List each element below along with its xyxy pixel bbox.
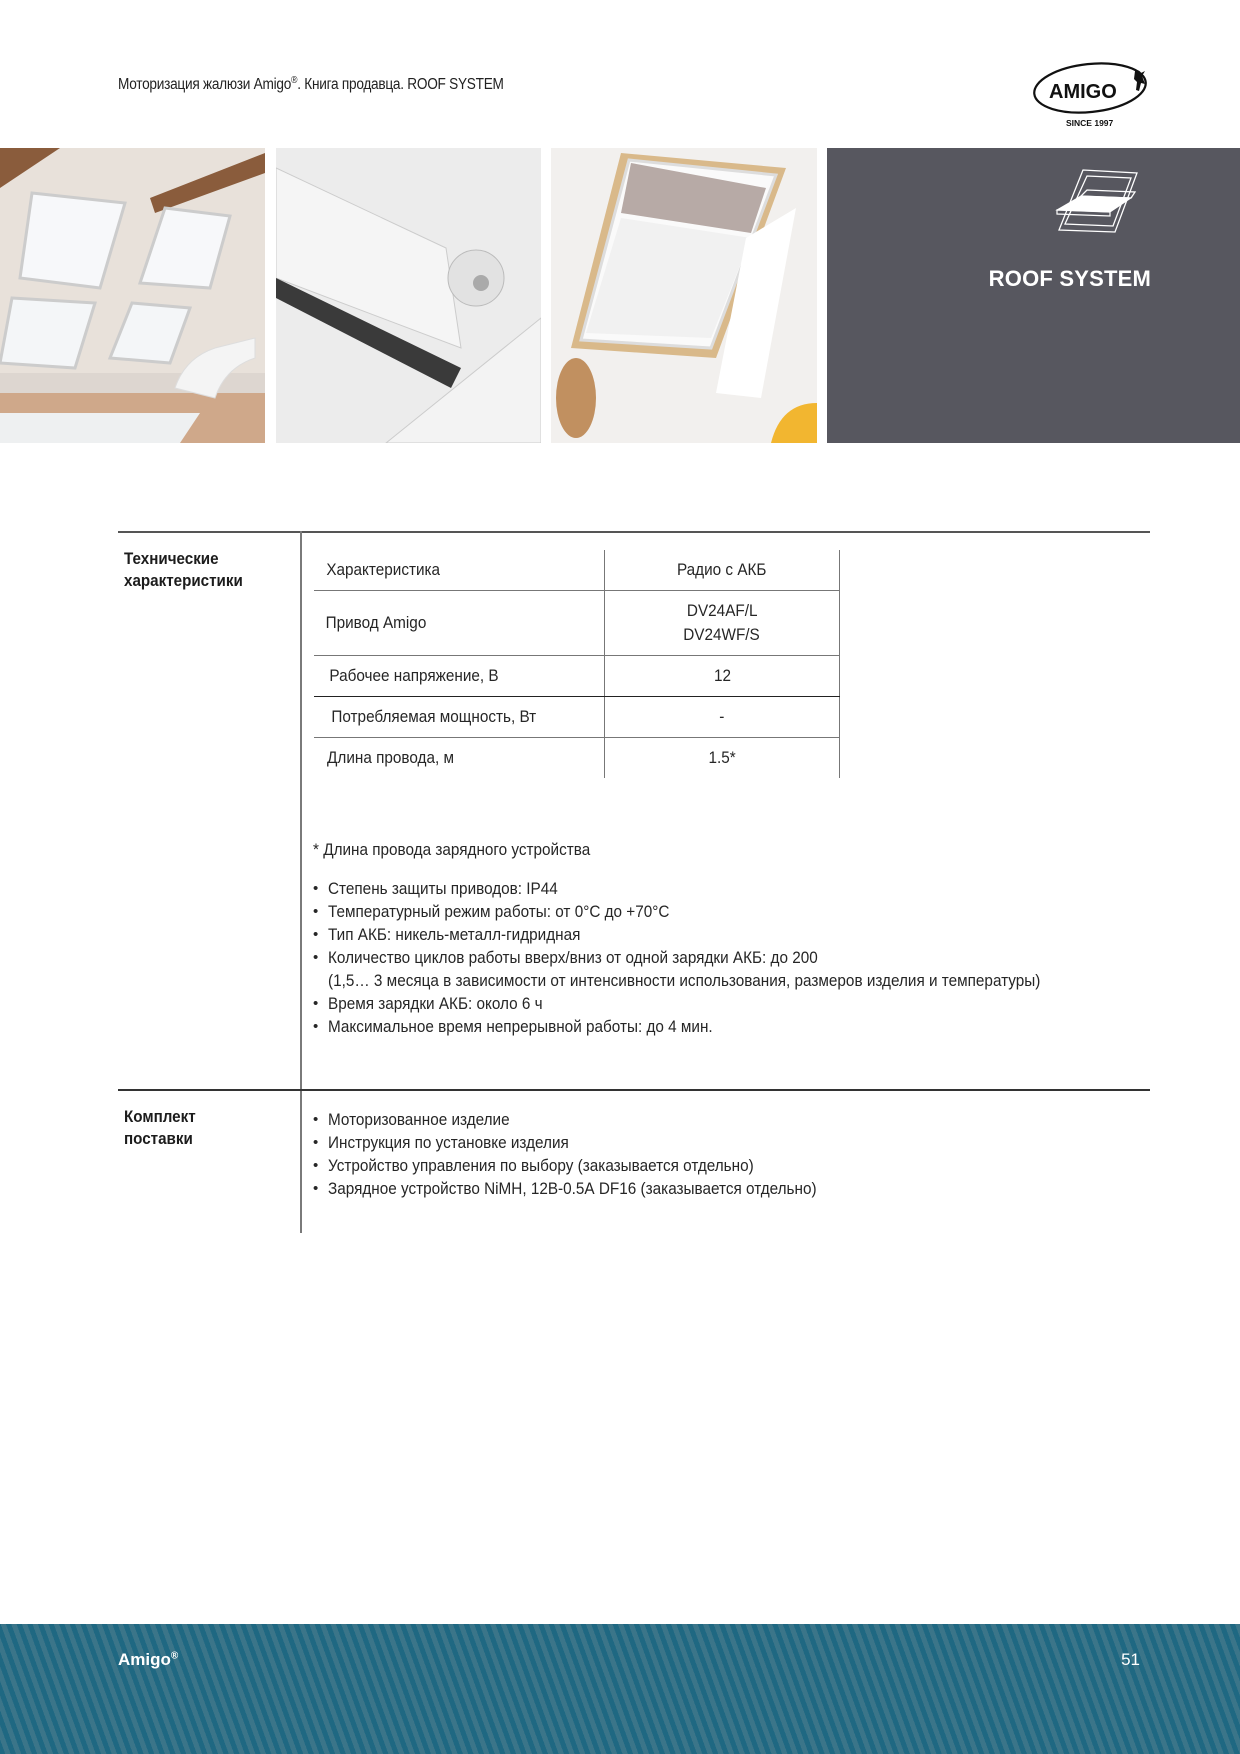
hero-banner	[0, 148, 1240, 443]
tech-bullet-list	[313, 877, 1120, 1038]
cell-text: 1.5*	[708, 747, 736, 767]
list-item-text: Температурный режим работы: от 0°C до +70°C	[328, 902, 670, 921]
cell-text: Рабочее напряжение, В	[329, 665, 499, 685]
row-name	[314, 737, 605, 778]
section-divider-middle	[118, 1089, 1150, 1091]
table-row	[314, 590, 840, 655]
tech-label-line1: Технические	[124, 550, 219, 568]
document-title	[118, 75, 504, 94]
cell-text: DV24AF/L	[686, 600, 758, 620]
table-row	[314, 696, 840, 737]
photo-attic-room	[0, 148, 265, 443]
photo-roof-window-cat	[551, 148, 817, 443]
row-value	[605, 737, 840, 778]
list-item	[313, 1015, 1120, 1038]
photo-motor-closeup	[276, 148, 541, 443]
list-item	[313, 900, 1120, 923]
list-item	[313, 923, 1120, 946]
row-value	[605, 696, 840, 737]
row-value	[605, 590, 840, 655]
section-divider-top	[118, 531, 1150, 533]
list-item-text: Инструкция по установке изделия	[328, 1133, 569, 1152]
logo-figure-icon	[1134, 70, 1145, 91]
list-item	[313, 877, 1120, 900]
roof-window-icon	[1055, 168, 1145, 238]
list-item	[313, 1177, 871, 1200]
delivery-section-label	[124, 1106, 196, 1150]
page-number: 51	[1121, 1650, 1140, 1669]
list-item-text: Максимальное время непрерывной работы: до 4 мин.	[328, 1017, 713, 1036]
cell-text: Потребляемая мощность, Вт	[331, 706, 537, 726]
header-text: Радио с АКБ	[677, 559, 767, 579]
row-name	[314, 590, 605, 655]
title-prefix: Моторизация жалюзи Amigo	[118, 76, 292, 94]
delivery-label-line2: поставки	[124, 1130, 193, 1148]
tech-label-line2: характеристики	[124, 572, 243, 590]
cell-text: DV24WF/S	[683, 624, 761, 644]
delivery-label-line1: Комплект	[124, 1108, 196, 1126]
list-item	[313, 1154, 871, 1177]
list-item	[313, 992, 1120, 1015]
list-item-text: Тип АКБ: никель-металл-гидридная	[328, 925, 581, 944]
row-name	[314, 655, 605, 696]
table-row	[314, 655, 840, 696]
list-item-text: Моторизованное изделие	[328, 1110, 510, 1129]
list-item-text: Количество циклов работы вверх/вниз от одной зарядки АКБ: до 200	[328, 948, 818, 967]
list-item-text: Зарядное устройство NiMH, 12В-0.5А DF16 (заказывается отдельно)	[328, 1179, 817, 1198]
cell-text: Длина провода, м	[327, 747, 454, 767]
cell-text: Привод Amigo	[325, 612, 427, 632]
header-radio-battery	[605, 550, 840, 590]
logo-tagline: SINCE 1997	[1066, 118, 1114, 128]
registered-mark: ®	[170, 1650, 179, 1662]
spec-table	[314, 550, 840, 778]
category-title: ROOF SYSTEM	[988, 266, 1151, 291]
cell-text: 12	[713, 665, 731, 685]
list-item	[313, 1108, 871, 1131]
table-row	[314, 737, 840, 778]
delivery-bullet-list	[313, 1108, 871, 1200]
amigo-logo	[1032, 58, 1156, 130]
logo-brand: AMIGO	[1049, 81, 1117, 103]
table-header-row	[314, 550, 840, 590]
footer-brand-text: Amigo	[118, 1650, 171, 1669]
list-item	[313, 1131, 871, 1154]
cell-text: -	[719, 706, 725, 726]
list-item-text: Степень защиты приводов: IP44	[328, 879, 558, 898]
row-name	[314, 696, 605, 737]
registered-mark: ®	[291, 75, 298, 86]
list-item	[313, 946, 1120, 969]
footnote-text: * Длина провода зарядного устройства	[313, 840, 591, 859]
footnote	[313, 840, 621, 860]
list-item-text: (1,5… 3 месяца в зависимости от интенсивности использования, размеров изделия и температуры)	[328, 971, 1041, 990]
footer-brand	[118, 1650, 178, 1670]
tech-section-label	[124, 548, 243, 592]
column-divider	[300, 531, 302, 1233]
list-item-text: Время зарядки АКБ: около 6 ч	[328, 994, 543, 1013]
title-suffix: . Книга продавца. ROOF SYSTEM	[297, 76, 504, 94]
list-item-text: Устройство управления по выбору (заказывается отдельно)	[328, 1156, 754, 1175]
header-text: Характеристика	[326, 559, 441, 579]
page-footer	[0, 1624, 1240, 1754]
category-panel	[827, 148, 1240, 443]
row-value	[605, 655, 840, 696]
header-characteristic	[314, 550, 605, 590]
list-item-continuation	[313, 969, 1120, 992]
